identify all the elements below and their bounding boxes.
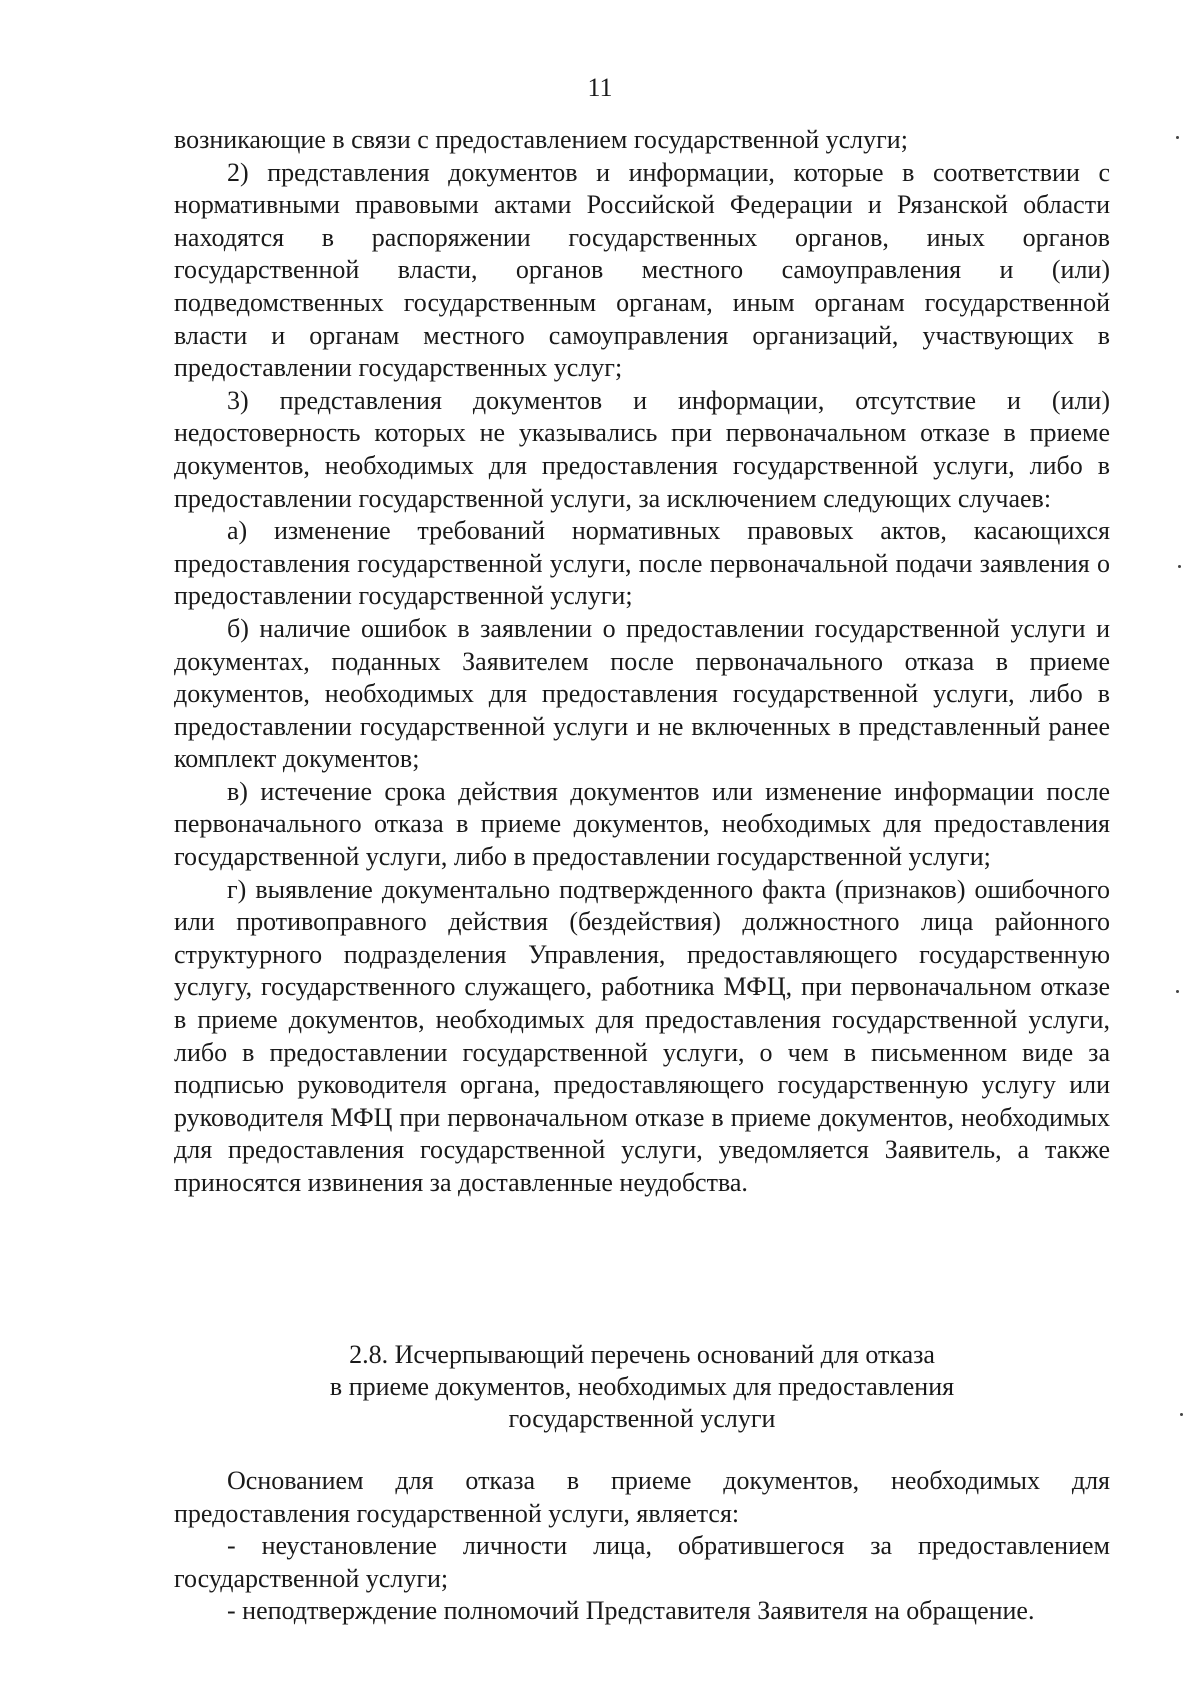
paragraph-subitem-v: в) истечение срока действия документов или изменение информации после первоначального отказа в приеме документов, необходимых для предоставления государственной услуги, либо в предоставлении государственной услуги;	[174, 776, 1110, 872]
page-number: 11	[587, 73, 613, 102]
section-heading-line-2: в приеме документов, необходимых для предоставления	[329, 1372, 955, 1401]
paragraph-continuation: возникающие в связи с предоставлением государственной услуги;	[174, 125, 908, 154]
scan-speck	[1176, 990, 1179, 993]
paragraph-subitem-g: г) выявление документально подтвержденного факта (признаков) ошибочного или противоправного действия (бездействия) должностного лица районного структурного подразделения Управления, предоставляющего государственную услугу, государственного служащего, работника МФЦ, при первоначальном отказе в приеме документов, необходимых для предоставления государственной услуги, либо в предоставлении государственной услуги, о чем в письменном виде за подписью руководителя органа, предоставляющего государственную услугу или руководителя МФЦ при первоначальном отказе в приеме документов, необходимых для предоставления государственной услуги, уведомляется Заявитель, а также приносятся извинения за доставленные неудобства.	[174, 874, 1110, 1197]
main-text	[174, 124, 1110, 1200]
scan-speck	[1176, 136, 1179, 139]
paragraph-subitem-b: б) наличие ошибок в заявлении о предоставлении государственной услуги и документах, поданных Заявителем после первоначального отказа в приеме документов, необходимых для предоставления государственной услуги, либо в предоставлении государственной услуги и не включенных в представленный ранее комплект документов;	[174, 613, 1110, 774]
section-heading	[174, 1339, 1110, 1435]
paragraph-subitem-a: а) изменение требований нормативных правовых актов, касающихся предоставления государственной услуги, после первоначальной подачи заявления о предоставлении государственной услуги;	[174, 516, 1110, 611]
reason-item-2: - неподтверждение полномочий Представителя Заявителя на обращение.	[227, 1596, 1035, 1626]
scan-speck	[1178, 565, 1181, 568]
section-heading-line-1: 2.8. Исчерпывающий перечень оснований для отказа	[349, 1340, 935, 1369]
section-heading-line-3: государственной услуги	[508, 1404, 776, 1433]
reasons-intro: Основанием для отказа в приеме документов, необходимых для предоставления государственной услуги, является:	[174, 1466, 1110, 1528]
refusal-reasons	[174, 1465, 1110, 1628]
scan-speck	[1180, 1413, 1183, 1416]
reason-item-1: - неустановление личности лица, обратившегося за предоставлением государственной услуги;	[174, 1531, 1110, 1593]
paragraph-item-2: 2) представления документов и информации, которые в соответствии с нормативными правовыми актами Российской Федерации и Рязанской области находятся в распоряжении государственных органов, иных органов государственной власти, органов местного самоуправления и (или) подведомственных государственным органам, иным органам государственной власти и органам местного самоуправления организаций, участвующих в предоставлении государственных услуг;	[174, 157, 1110, 383]
paragraph-item-3: 3) представления документов и информации, отсутствие и (или) недостоверность которых не указывались при первоначальном отказе в приеме документов, необходимых для предоставления государственной услуги, либо в предоставлении государственной услуги, за исключением следующих случаев:	[174, 385, 1110, 513]
